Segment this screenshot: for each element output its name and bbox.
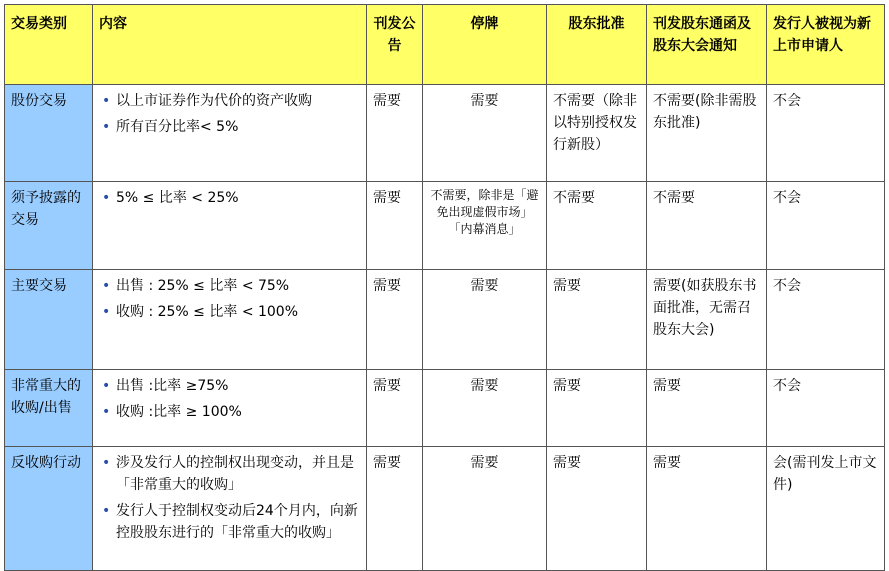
content-point: • 出售 :比率 ≥75% [116,375,360,397]
row-category: 须予披露的交易 [5,182,93,270]
row-suspension: 需要 [423,85,547,182]
row-category: 主要交易 [5,270,93,370]
row-announcement: 需要 [367,85,423,182]
header-suspension: 停牌 [423,5,547,85]
table-row [5,270,885,370]
row-new-listing: 不会 [767,270,885,370]
row-category: 股份交易 [5,85,93,182]
row-announcement: 需要 [367,370,423,447]
table-row [5,370,885,447]
row-content [93,370,367,447]
row-category: 反收购行动 [5,447,93,571]
row-content [93,182,367,270]
content-point: • 涉及发行人的控制权出现变动，并且是「非常重大的收购」 [116,452,360,496]
row-approval: 需要 [547,370,647,447]
row-content [93,270,367,370]
row-circular: 需要(如获股东书面批准，无需召股东大会) [647,270,767,370]
row-circular: 不需要 [647,182,767,270]
header-shareholder-approval: 股东批准 [547,5,647,85]
row-announcement: 需要 [367,447,423,571]
row-category: 非常重大的收购/出售 [5,370,93,447]
transaction-rules-table [4,4,885,571]
row-new-listing: 会(需刊发上市文件) [767,447,885,571]
row-approval: 需要 [547,270,647,370]
content-point: • 以上市证券作为代价的资产收购 [116,90,360,112]
header-content: 内容 [93,5,367,85]
row-content [93,85,367,182]
content-point: • 发行人于控制权变动后24个月内，向新控股股东进行的「非常重大的收购」 [116,500,360,544]
row-new-listing: 不会 [767,182,885,270]
row-announcement: 需要 [367,182,423,270]
row-approval: 需要 [547,447,647,571]
header-announcement: 刊发公告 [367,5,423,85]
row-suspension: 需要 [423,447,547,571]
content-point: • 收购 :比率 ≥ 100% [116,401,360,423]
content-point: • 所有百分比率< 5% [116,116,360,138]
content-point: • 收购 : 25% ≤ 比率 < 100% [116,301,360,323]
row-suspension: 需要 [423,270,547,370]
row-new-listing: 不会 [767,370,885,447]
header-category: 交易类别 [5,5,93,85]
content-point: • 5% ≤ 比率 < 25% [116,187,360,209]
content-point: • 出售 : 25% ≤ 比率 < 75% [116,275,360,297]
row-suspension: 不需要，除非是「避免出现虚假市场」「内幕消息」 [423,182,547,270]
row-circular: 需要 [647,370,767,447]
header-new-listing: 发行人被视为新上市申请人 [767,5,885,85]
row-announcement: 需要 [367,270,423,370]
row-content [93,447,367,571]
row-suspension: 需要 [423,370,547,447]
header-circular: 刊发股东通函及股东大会通知 [647,5,767,85]
table-row [5,85,885,182]
table-row [5,447,885,571]
row-new-listing: 不会 [767,85,885,182]
row-circular: 不需要(除非需股东批准) [647,85,767,182]
table-row [5,182,885,270]
header-row [5,5,885,85]
row-circular: 需要 [647,447,767,571]
row-approval: 不需要（除非以特别授权发行新股） [547,85,647,182]
row-approval: 不需要 [547,182,647,270]
